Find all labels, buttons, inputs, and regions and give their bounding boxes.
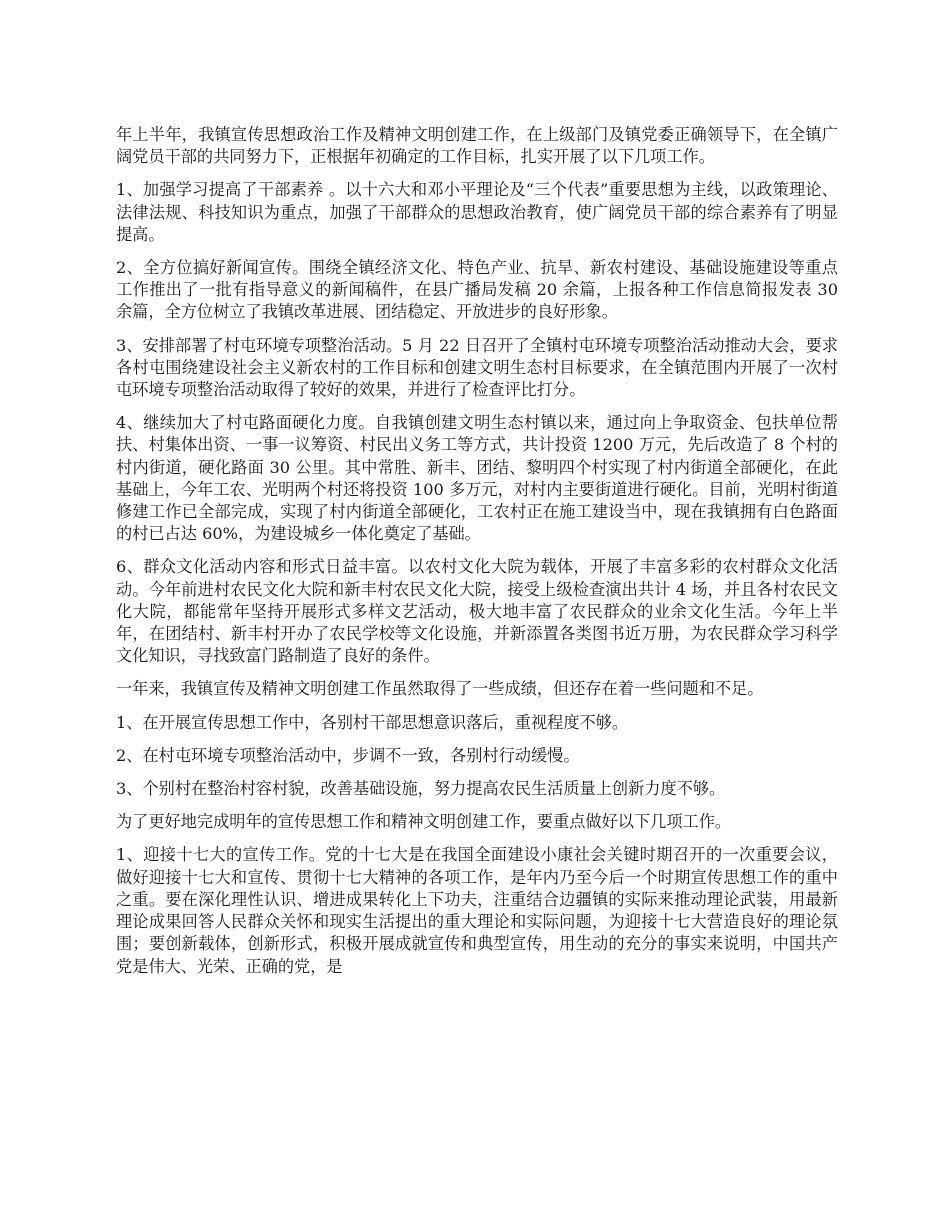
- paragraph-problem-1: 1、在开展宣传思想工作中，各别村干部思想意识落后，重视程度不够。: [116, 712, 629, 732]
- paragraph-item-4-roads: 4、继续加大了村屯路面硬化力度。自我镇创建文明生态村镇以来，通过向上争取资金、包扶单位帮扶、村集体出资、一事一议筹资、村民出义务工等方式，共计投资 1200 万元，先后改造了 8 个村的村内街道，硬化路面 30 公里。其中常胜、新丰、团结、黎明四个村实现了村内街道全部硬化，在此基础上，今年工农、光明两个村还将投资 100 多万元，对村内主要街道进行硬化。目前，光明村街道修建工作已全部完成，实现了村内街道全部硬化，工农村正在施工建设当中，现在我镇拥有白色路面的村已占达 60%，为建设城乡一体化奠定了基础。: [116, 413, 838, 544]
- paragraph-problem-2: 2、在村屯环境专项整治活动中，步调不一致，各别村行动缓慢。: [116, 745, 580, 765]
- paragraph-plans-intro: 为了更好地完成明年的宣传思想工作和精神文明创建工作，要重点做好以下几项工作。: [116, 812, 732, 832]
- paragraph-problem-3: 3、个别村在整治村容村貌，改善基础设施，努力提高农民生活质量上创新力度不够。: [116, 779, 726, 799]
- paragraph-intro: 年上半年，我镇宣传思想政治工作及精神文明创建工作，在上级部门及镇党委正确领导下，在全镇广阔党员干部的共同努力下，正根据年初确定的工作目标，扎实开展了以下几项工作。: [116, 125, 838, 167]
- paragraph-plan-1: 1、迎接十七大的宣传工作。党的十七大是在我国全面建设小康社会关键时期召开的一次重要会议，做好迎接十七大和宣传、贯彻十七大精神的各项工作，是年内乃至今后一个时期宣传思想工作的重中之重。要在深化理性认识、增进成果转化上下功夫，注重结合边疆镇的实际来推动理论武装，用最新理论成果回答人民群众关怀和现实生活提出的重大理论和实际问题，为迎接十七大营造良好的理论氛围；要创新载体，创新形式，积极开展成就宣传和典型宣传，用生动的充分的事实来说明，中国共产党是伟大、光荣、正确的党，是: [116, 845, 838, 976]
- paragraph-item-2-news: 2、全方位搞好新闻宣传。围绕全镇经济文化、特色产业、抗旱、新农村建设、基础设施建设等重点工作推出了一批有指导意义的新闻稿件，在县广播局发稿 20 余篇，上报各种工作信息简报发表 30 余篇，全方位树立了我镇改革进展、团结稳定、开放进步的良好形象。: [116, 258, 838, 322]
- paragraph-problems-intro: 一年来，我镇宣传及精神文明创建工作虽然取得了一些成绩，但还存在着一些问题和不足。: [116, 679, 764, 699]
- paragraph-item-6-culture: 6、群众文化活动内容和形式日益丰富。以农村文化大院为载体，开展了丰富多彩的农村群众文化活动。今年前进村农民文化大院和新丰村农民文化大院，接受上级检查演出共计 4 场，并且各村农民文化大院，都能常年坚持开展形式多样文艺活动，极大地丰富了农民群众的业余文化生活。今年上半年，在团结村、新丰村开办了农民学校等文化设施，并新添置各类图书近万册，为农民群众学习科学文化知识，寻找致富门路制造了良好的条件。: [116, 557, 838, 666]
- paragraph-item-3-environment: 3、安排部署了村屯环境专项整治活动。5 月 22 日召开了全镇村屯环境专项整治活动推动大会，要求各村屯围绕建设社会主义新农村的工作目标和创建文明生态村目标要求，在全镇范围内开展了一次村屯环境专项整治活动取得了较好的效果，并进行了检查评比打分。: [116, 335, 838, 400]
- paragraph-item-1-study: 1、加强学习提高了干部素养 。以十六大和邓小平理论及“三个代表”重要思想为主线，以政策理论、法律法规、科技知识为重点，加强了干部群众的思想政治教育，使广阔党员干部的综合素养有了明显提高。: [116, 180, 838, 244]
- document-body: [116, 124, 838, 989]
